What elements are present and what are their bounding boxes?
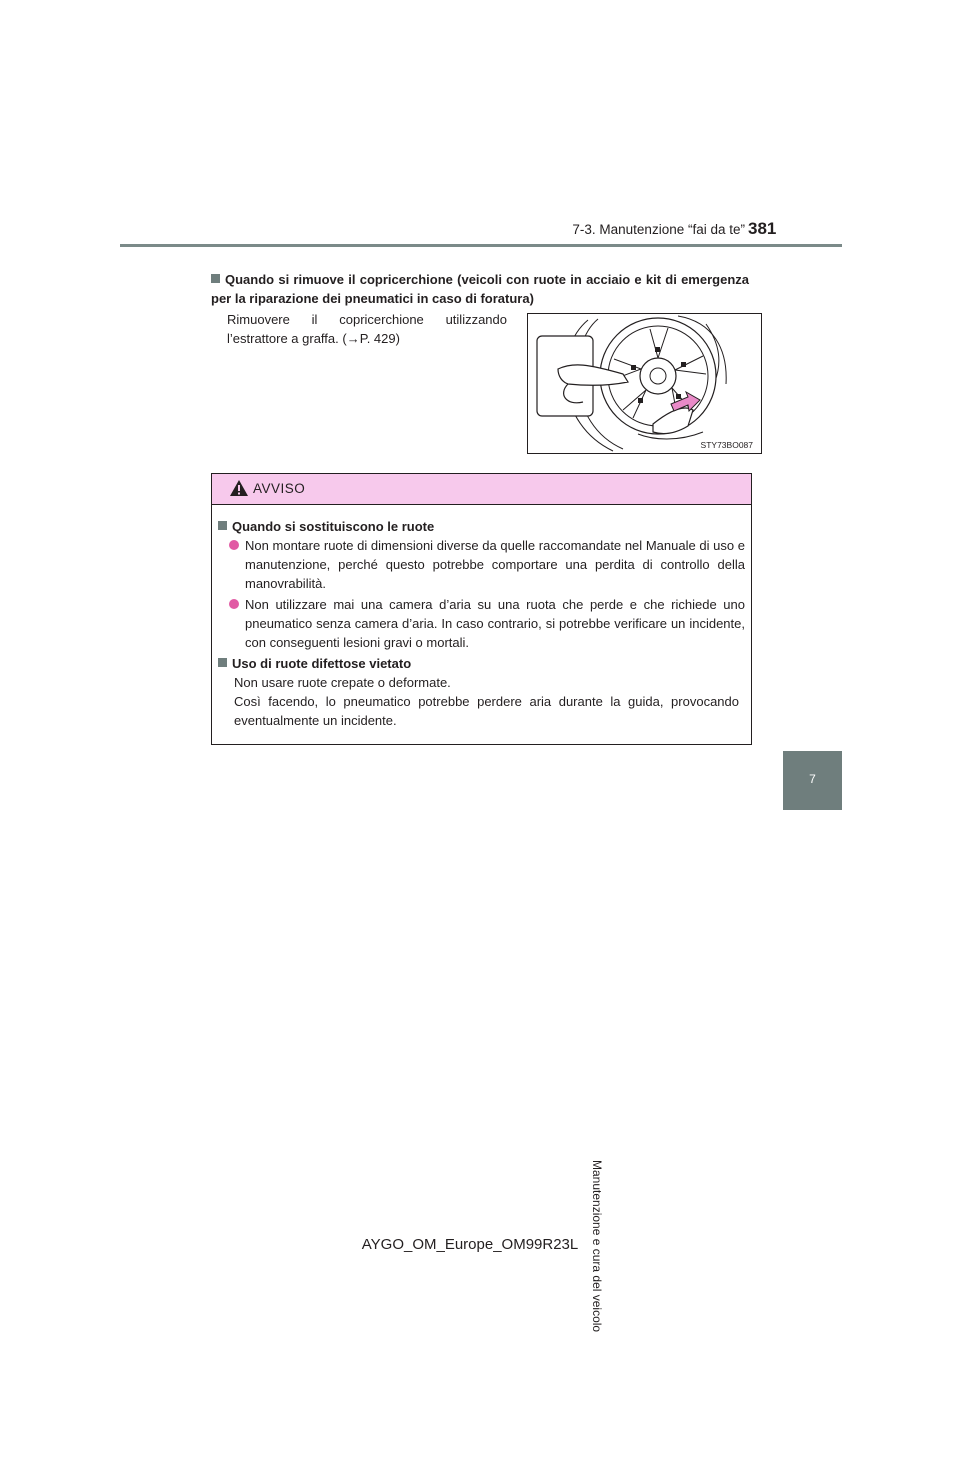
running-header-section: 7-3. Manutenzione “fai da te” [572,222,745,237]
warning-triangle-icon [229,479,249,497]
wheel-cover-illustration [527,313,762,454]
warning-subheading: Quando si sostituiscono le ruote [218,517,745,536]
warning-box [211,473,752,745]
warning-text: Non usare ruote crepate o deformate. [234,675,451,690]
warning-subheading: Uso di ruote difettose vietato [218,654,745,673]
intro-heading [211,270,749,308]
warning-title: AVVISO [253,481,306,496]
wheel-cover-removal-drawing [528,314,761,453]
warning-bullet: Non utilizzare mai una camera d’aria su una ruota che perde e che richiede uno pneumatico senza camera d’aria. In caso contrario, si potrebbe verificare un incidente, con conseguenti lesioni gravi o mortali. [218,595,745,652]
bullet-dot-icon [229,599,239,609]
warning-header [212,474,751,505]
warning-bullet: Non montare ruote di dimensioni diverse da quelle raccomandate nel Manuale di uso e manutenzione, perché questo potrebbe comportare una perdita di controllo della manovrabilità. [218,536,745,593]
chapter-tab [783,751,842,810]
header-rule [120,244,842,247]
chapter-number: 7 [809,772,816,786]
chapter-label: Manutenzione e cura del veicolo [590,1160,604,1333]
square-bullet-icon [211,274,220,283]
page-number: 381 [748,219,777,238]
warning-text: Così facendo, lo pneumatico potrebbe perdere aria durante la guida, provocando eventualmente un incidente. [234,694,739,728]
intro-heading-text: Quando si rimuove il copricerchione (veicoli con ruote in acciaio e kit di emergenza per la riparazione dei pneumatici in caso di foratura) [211,272,749,306]
square-bullet-icon [218,521,227,530]
figure-code: STY73BO087 [700,440,753,450]
document-code: AYGO_OM_Europe_OM99R23L [361,1236,579,1253]
square-bullet-icon [218,658,227,667]
intro-body: Rimuovere il copricerchione utilizzando l’estrattore a graffa. (→P. 429) [227,312,507,346]
bullet-dot-icon [229,540,239,550]
